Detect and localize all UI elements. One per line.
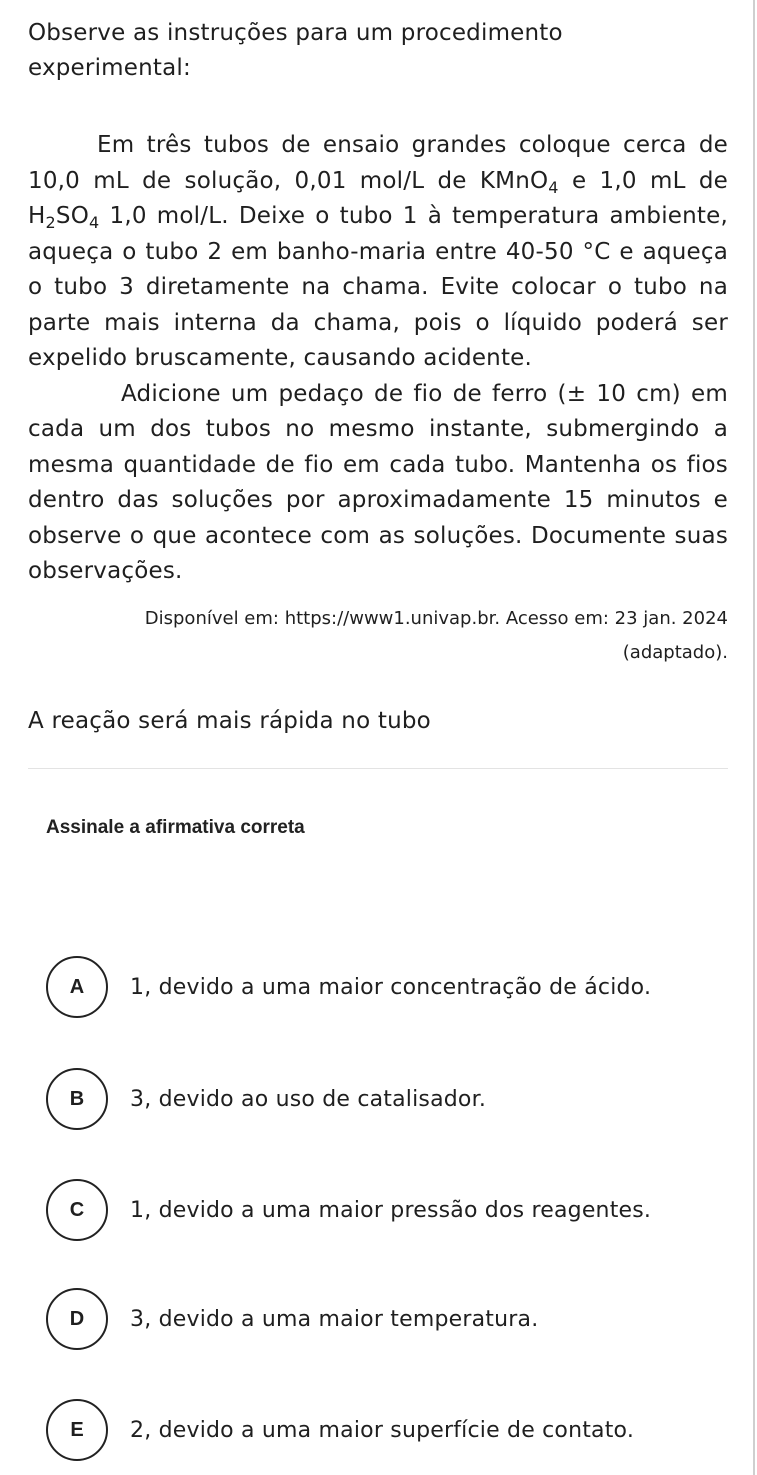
so4-subscript: 4	[89, 213, 100, 232]
source-line-1: Disponível em: https://www1.univap.br. Acesso em: 23 jan. 2024	[144, 607, 728, 629]
option-d-letter[interactable]: D	[46, 1288, 108, 1350]
option-b-letter[interactable]: B	[46, 1068, 108, 1130]
procedure-paragraph-2: Adicione um pedaço de fio de ferro (± 10 cm) em cada um dos tubos no mesmo instante, submergindo a mesma quantidade de fio em cada tubo. Mantenha os fios dentro das soluções por aproximadamente 15 minutos e observe o que acontece com as soluções. Documente suas observações.	[28, 380, 728, 584]
paragraph1-part: Em três tubos de ensaio grandes coloque cerca de 10,0 mL de solução, 0,01 mol/L de KMnO	[28, 132, 728, 194]
intro-text: Observe as instruções para um procedimento experimental:	[28, 20, 563, 81]
option-a-text[interactable]: 1, devido a uma maior concentração de ácido.	[130, 974, 652, 1000]
answer-options	[46, 948, 726, 1470]
option-e[interactable]	[46, 1390, 726, 1470]
option-e-letter[interactable]: E	[46, 1399, 108, 1461]
option-b[interactable]	[46, 1066, 726, 1132]
paragraph1-part: SO	[55, 203, 89, 229]
divider	[28, 768, 728, 769]
right-border-line	[753, 0, 755, 1475]
option-c-letter[interactable]: C	[46, 1179, 108, 1241]
kmno4-subscript: 4	[548, 177, 559, 197]
instruction-label: Assinale a afirmativa correta	[46, 816, 305, 838]
procedure-paragraph-1	[28, 128, 728, 377]
source-citation	[28, 602, 728, 670]
option-e-text[interactable]: 2, devido a uma maior superfície de contato.	[130, 1417, 635, 1443]
option-a-letter[interactable]: A	[46, 956, 108, 1018]
option-d[interactable]	[46, 1286, 726, 1352]
option-d-text[interactable]: 3, devido a uma maior temperatura.	[130, 1306, 539, 1332]
option-a[interactable]	[46, 948, 726, 1026]
option-c[interactable]	[46, 1170, 726, 1250]
paragraph1-part: 1,0 mol/L. Deixe o tubo 1 à temperatura ambiente, aqueça o tubo 2 em banho-maria entre 40-50 °C e aqueça o tubo 3 diretamente na chama. Evite colocar o tubo na parte mais interna da chama, pois o líquido poderá ser expelido bruscamente, causando acidente.	[28, 203, 728, 371]
source-line-2: (adaptado).	[622, 641, 728, 663]
question-stem: A reação será mais rápida no tubo	[28, 707, 431, 734]
paragraph1-part: e 1,0 mL de H	[28, 167, 728, 229]
option-b-text[interactable]: 3, devido ao uso de catalisador.	[130, 1086, 487, 1112]
option-c-text[interactable]: 1, devido a uma maior pressão dos reagentes.	[130, 1197, 652, 1223]
question-content	[28, 16, 728, 841]
h2-subscript: 2	[45, 213, 56, 232]
